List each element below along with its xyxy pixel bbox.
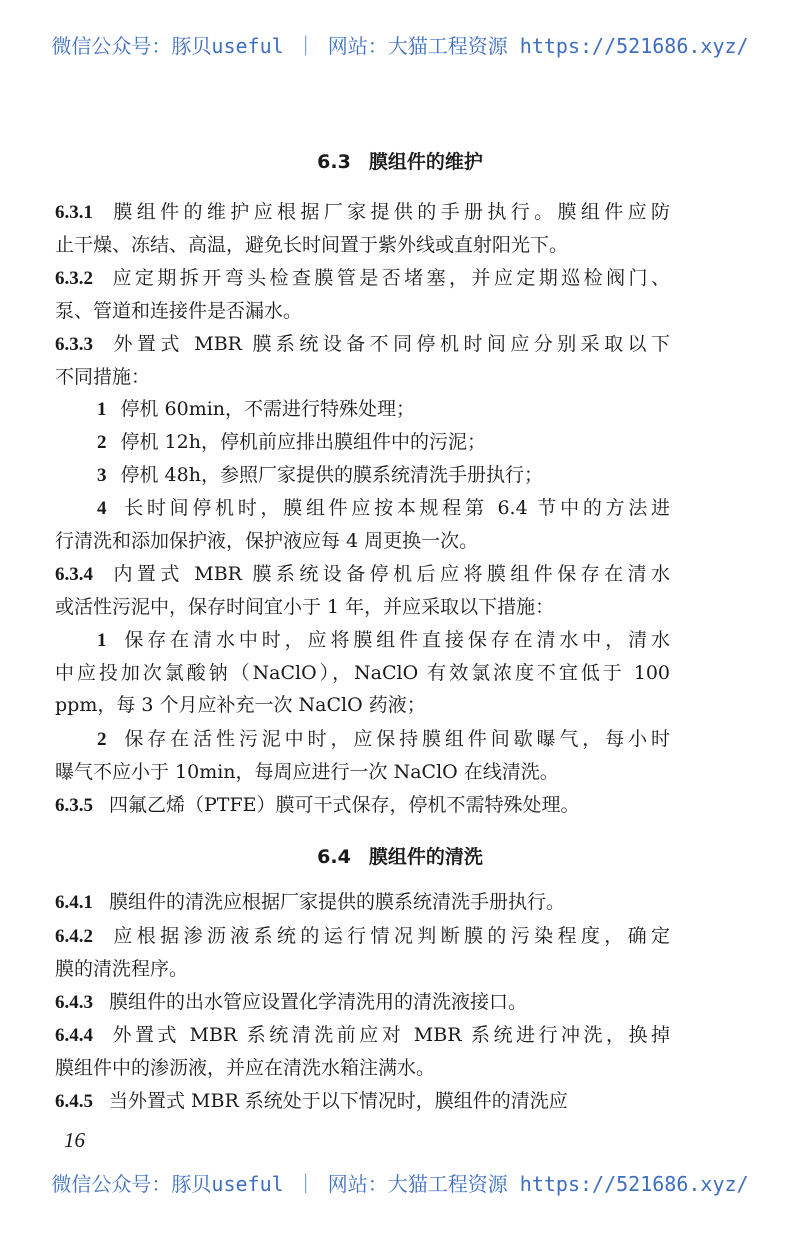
section-number: 6.4 <box>317 846 351 868</box>
item-number: 1 <box>97 399 107 420</box>
line-text: 行清洗和添加保护液，保护液应每 4 周更换一次。 <box>55 530 479 552</box>
line-text: 膜组件的清洗应根据厂家提供的膜系统清洗手册执行。 <box>109 891 566 913</box>
list-item-line <box>55 624 670 657</box>
item-number: 2 <box>97 432 107 453</box>
list-item-line <box>55 689 670 722</box>
line-text: 当外置式 MBR 系统处于以下情况时，膜组件的清洗应 <box>109 1090 568 1112</box>
list-item-line <box>55 756 670 789</box>
line-text: 保存在活性污泥中时，应保持膜组件间歇曝气，每小时 <box>120 728 670 750</box>
clause-number: 6.3.4 <box>55 564 93 585</box>
clause-line <box>55 361 670 394</box>
line-text: 中应投加次氯酸钠（NaClO），NaClO 有效氯浓度不宜低于 100 <box>55 662 670 684</box>
line-text: 保存在清水中时，应将膜组件直接保存在清水中，清水 <box>120 629 670 651</box>
clause-number: 6.4.2 <box>55 926 93 947</box>
item-number: 4 <box>97 498 107 519</box>
line-text: 泵、管道和连接件是否漏水。 <box>55 300 303 322</box>
line-text: 止干燥、冻结、高温，避免长时间置于紫外线或直射阳光下。 <box>55 234 569 256</box>
line-text: ppm，每 3 个月应补充一次 NaClO 药液； <box>55 694 426 716</box>
clause-line <box>55 295 670 328</box>
section-title: 膜组件的清洗 <box>368 846 483 868</box>
clause-line <box>55 789 670 822</box>
clause-line <box>55 953 670 986</box>
clause-line <box>55 1085 670 1118</box>
list-item-line <box>55 426 670 459</box>
line-text: 膜组件的出水管应设置化学清洗用的清洗液接口。 <box>109 991 528 1013</box>
list-item-line <box>55 657 670 690</box>
clause-number: 6.3.1 <box>55 202 93 223</box>
clause-line <box>55 591 670 624</box>
watermark-top: 微信公众号：豚贝useful ｜ 网站：大猫工程资源 https://521686.xyz/ <box>51 34 749 58</box>
section-title: 膜组件的维护 <box>368 151 483 173</box>
item-number: 2 <box>97 729 107 750</box>
clause-number: 6.3.2 <box>55 268 93 289</box>
line-text: 四氟乙烯（PTFE）膜可干式保存，停机不需特殊处理。 <box>109 794 580 816</box>
section-heading-6-3 <box>0 147 800 174</box>
clause-line <box>55 328 670 361</box>
clause-number: 6.3.3 <box>55 334 93 355</box>
line-text: 不同措施： <box>55 366 151 388</box>
line-text: 停机 60min，不需进行特殊处理； <box>120 398 416 420</box>
line-text: 停机 48h，参照厂家提供的膜系统清洗手册执行； <box>120 464 543 486</box>
clause-number: 6.4.5 <box>55 1091 93 1112</box>
clause-number: 6.4.3 <box>55 992 93 1013</box>
watermark-bottom: 微信公众号：豚贝useful ｜ 网站：大猫工程资源 https://521686.xyz/ <box>51 1172 749 1196</box>
line-text: 应根据渗沥液系统的运行情况判断膜的污染程度，确定 <box>109 925 670 947</box>
clause-line <box>55 196 670 229</box>
list-item-line <box>55 492 670 525</box>
line-text: 膜组件的维护应根据厂家提供的手册执行。膜组件应防 <box>109 201 670 223</box>
clause-line <box>55 886 670 919</box>
line-text: 应定期拆开弯头检查膜管是否堵塞，并应定期巡检阀门、 <box>109 267 670 289</box>
clause-line <box>55 1052 670 1085</box>
list-item-line <box>55 723 670 756</box>
item-number: 1 <box>97 630 107 651</box>
clause-line <box>55 1019 670 1052</box>
clause-line <box>55 920 670 953</box>
line-text: 膜的清洗程序。 <box>55 958 189 980</box>
clause-line <box>55 558 670 591</box>
line-text: 外置式 MBR 系统清洗前应对 MBR 系统进行冲洗，换掉 <box>109 1024 670 1046</box>
line-text: 外置式 MBR 膜系统设备不同停机时间应分别采取以下 <box>109 333 670 355</box>
clause-line <box>55 229 670 262</box>
clause-line <box>55 986 670 1019</box>
clause-number: 6.4.1 <box>55 892 93 913</box>
section-number: 6.3 <box>317 151 351 173</box>
item-number: 3 <box>97 465 107 486</box>
line-text: 或活性污泥中，保存时间宜小于 1 年，并应采取以下措施： <box>55 596 555 618</box>
list-item-line <box>55 525 670 558</box>
line-text: 停机 12h，停机前应排出膜组件中的污泥； <box>120 431 486 453</box>
page-number: 16 <box>64 1128 85 1152</box>
list-item-line <box>55 393 670 426</box>
clause-line <box>55 262 670 295</box>
clause-number: 6.4.4 <box>55 1025 93 1046</box>
line-text: 膜组件中的渗沥液，并应在清洗水箱注满水。 <box>55 1057 436 1079</box>
clause-number: 6.3.5 <box>55 795 93 816</box>
line-text: 内置式 MBR 膜系统设备停机后应将膜组件保存在清水 <box>109 563 670 585</box>
section-heading-6-4 <box>0 842 800 869</box>
list-item-line <box>55 459 670 492</box>
line-text: 长时间停机时，膜组件应按本规程第 6.4 节中的方法进 <box>120 497 670 519</box>
line-text: 曝气不应小于 10min，每周应进行一次 NaClO 在线清洗。 <box>55 761 559 783</box>
